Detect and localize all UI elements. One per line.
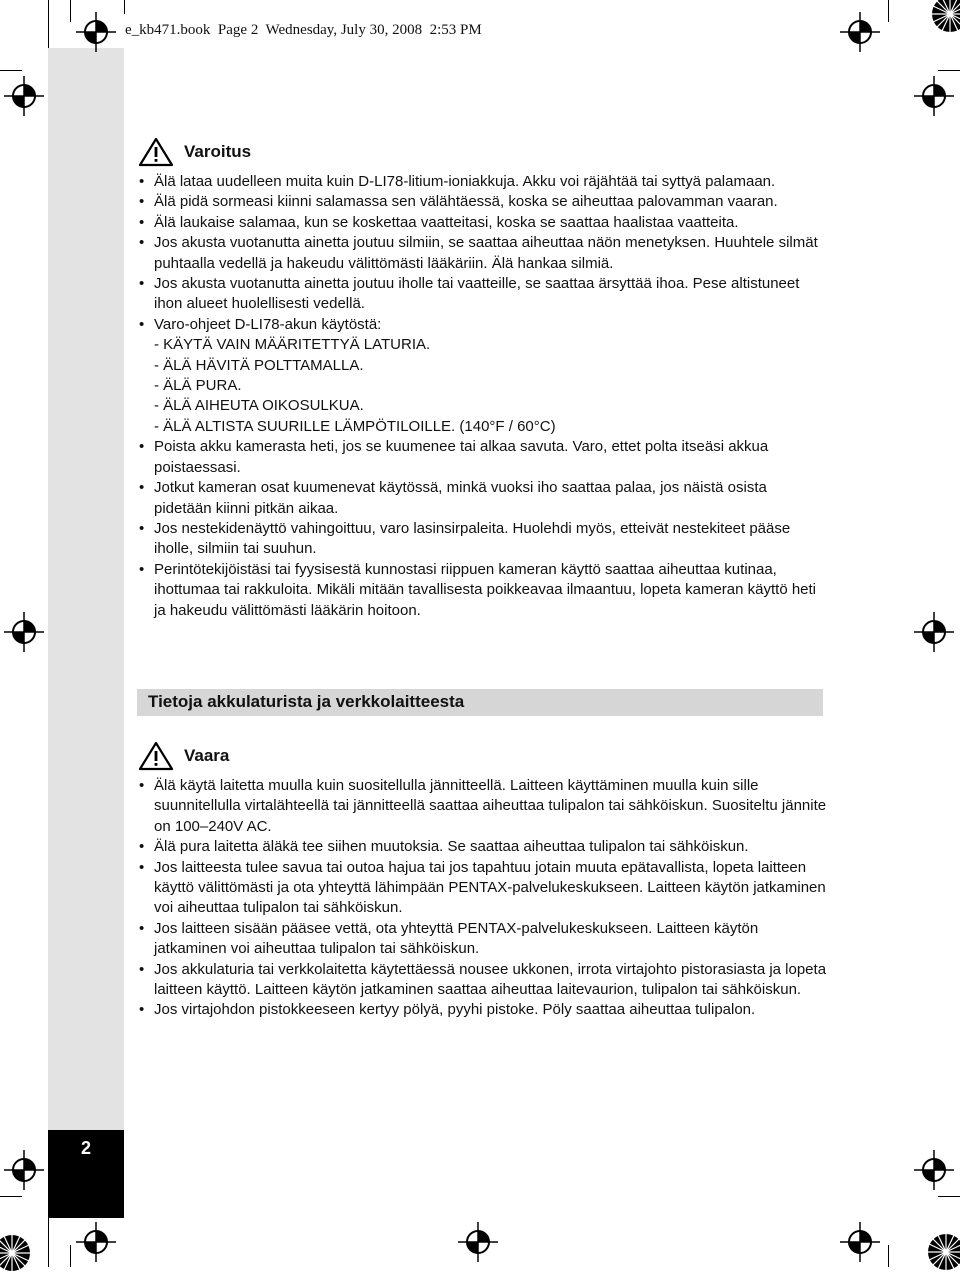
registration-mark-icon (914, 1150, 954, 1190)
registration-mark-icon (4, 612, 44, 652)
list-sub-item: - ÄLÄ ALTISTA SUURILLE LÄMPÖTILOILLE. (140°F / 60°C) (154, 417, 556, 435)
list-item: • Jos laitteen sisään pääsee vettä, ota yhteyttä PENTAX-palvelukeskukseen. Laitteen käytön jatkaminen voi aiheuttaa tulipalon tai sähköiskun. (138, 919, 828, 960)
list-sub-item: - ÄLÄ AIHEUTA OIKOSULKUA. (154, 397, 364, 415)
crop-line (48, 1218, 49, 1267)
crop-line (0, 70, 22, 71)
crop-line (70, 0, 71, 22)
list-item: • Jos laitteesta tulee savua tai outoa hajua tai jos tapahtuu jotain muuta epätavallista, lopeta laitteen käyttö välittömästi ja ota yhteyttä lähimpään PENTAX-palvelukeskukseen. Laitteen käytön jatkaminen voi aiheuttaa tulipalon tai sähköiskun. (138, 858, 828, 919)
starburst-mark-icon (0, 1233, 32, 1273)
crop-line (888, 0, 889, 22)
crop-line (938, 1196, 960, 1197)
list-item: • Jos akusta vuotanutta ainetta joutuu silmiin, se saattaa aiheuttaa näön menetyksen. Huuhtele silmät puhtaalla vedellä ja hakeudu välittömästi lääkäriin. Älä hankaa silmiä. (138, 233, 828, 274)
registration-mark-icon (840, 1222, 880, 1262)
starburst-mark-icon (930, 0, 960, 34)
list-sub-item: - ÄLÄ HÄVITÄ POLTTAMALLA. (154, 356, 364, 374)
list-item: • Perintötekijöistäsi tai fyysisestä kunnostasi riippuen kameran käyttö saattaa aiheuttaa kutinaa, ihottumaa tai rakkuloita. Mikäli mitään tavallisesta poikkeavaa ilmaantuu, lopeta kameran käyttö heti ja hakeudu välittömästi lääkärin hoitoon. (138, 560, 828, 621)
warning-triangle-icon (138, 137, 174, 167)
list-item: • Älä käytä laitetta muulla kuin suositellulla jännitteellä. Laitteen käyttäminen muulla kuin sille suunnitellulla virtalähteellä tai jännitteellä saattaa aiheuttaa tulipalon tai sähköiskun. Suositeltu jännite on 100–240V AC. (138, 776, 828, 837)
crop-line (888, 1245, 889, 1267)
crop-line (0, 1196, 22, 1197)
registration-mark-icon (4, 1150, 44, 1190)
registration-mark-icon (458, 1222, 498, 1262)
list-item: • Poista akku kamerasta heti, jos se kuumenee tai alkaa savuta. Varo, ettet polta itseäsi akkua poistaessasi. (138, 437, 828, 478)
crop-line (124, 0, 125, 14)
danger-heading (138, 741, 229, 771)
crop-line (70, 1245, 71, 1267)
list-sub-item: - KÄYTÄ VAIN MÄÄRITETTYÄ LATURIA. (154, 336, 431, 354)
list-item: • Älä laukaise salamaa, kun se koskettaa vaatteitasi, koska se saattaa haalistaa vaatteita. (138, 213, 828, 233)
list-item: • Älä pura laitetta äläkä tee siihen muutoksia. Se saattaa aiheuttaa tulipalon tai sähköiskun. (138, 837, 828, 857)
warning-heading-text: Varoitus (184, 142, 252, 161)
warning-triangle-icon (138, 741, 174, 771)
registration-mark-icon (4, 76, 44, 116)
page-number: 2 (80, 1138, 91, 1158)
list-item: • Varo-ohjeet D-LI78-akun käytöstä: (138, 315, 828, 335)
registration-mark-icon (76, 12, 116, 52)
list-item: • Älä pidä sormeasi kiinni salamassa sen välähtäessä, koska se aiheuttaa palovamman vaaran. (138, 192, 828, 212)
list-item: • Älä lataa uudelleen muita kuin D-LI78-litium-ioniakkuja. Akku voi räjähtää tai syttyä palamaan. (138, 172, 828, 192)
list-item: • Jotkut kameran osat kuumenevat käytössä, minkä vuoksi iho saattaa palaa, jos näistä osista pidetään kiinni pitkän aikaa. (138, 478, 828, 519)
list-item: • Jos akusta vuotanutta ainetta joutuu iholle tai vaatteille, se saattaa ärsyttää ihoa. Pese altistuneet ihon alueet huolellisesti vedellä. (138, 274, 828, 315)
warning-list (138, 172, 828, 621)
warning-heading (138, 137, 251, 167)
registration-mark-icon (840, 12, 880, 52)
print-header: e_kb471.book Page 2 Wednesday, July 30, 2008 2:53 PM (125, 22, 482, 38)
danger-heading-text: Vaara (184, 746, 230, 765)
page-side-strip (48, 48, 124, 1218)
crop-line (48, 0, 49, 48)
list-item: • Jos akkulaturia tai verkkolaitetta käytettäessä nousee ukkonen, irrota virtajohto pistorasiasta ja lopeta laitteen käyttö. Laitteen käytön jatkaminen saattaa aiheuttaa laitevaurion, tulipalon tai sähköiskun. (138, 960, 828, 1001)
list-item: • Jos nestekidenäyttö vahingoittuu, varo lasinsirpaleita. Huolehdi myös, etteivät nestekiteet pääse iholle, silmiin tai suuhun. (138, 519, 828, 560)
registration-mark-icon (914, 76, 954, 116)
danger-list (138, 776, 828, 1021)
registration-mark-icon (914, 612, 954, 652)
crop-line (938, 70, 960, 71)
section-title-bar (137, 689, 823, 716)
list-item: • Jos virtajohdon pistokkeeseen kertyy pölyä, pyyhi pistoke. Pöly saattaa aiheuttaa tulipalon. (138, 1000, 828, 1020)
list-sub-item: - ÄLÄ PURA. (154, 377, 242, 395)
section-title: Tietoja akkulaturista ja verkkolaitteesta (148, 692, 465, 711)
registration-mark-icon (76, 1222, 116, 1262)
starburst-mark-icon (926, 1232, 960, 1272)
page-number-tab (48, 1130, 124, 1218)
